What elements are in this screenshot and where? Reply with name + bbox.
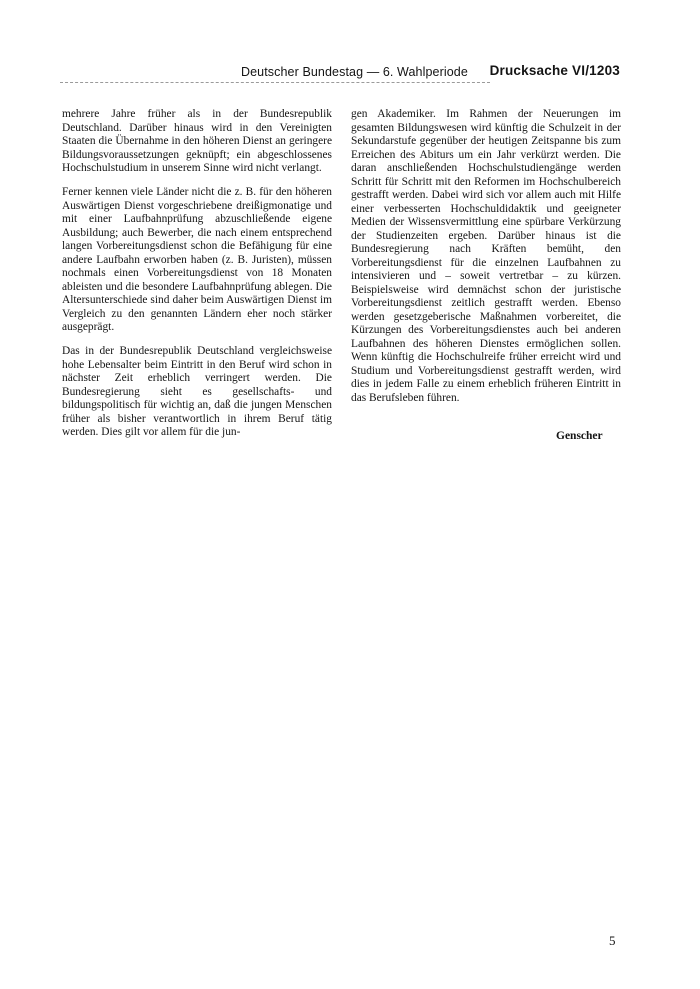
left-column [62,108,332,450]
page-header [60,64,626,84]
signature: Genscher [556,430,603,442]
page-number: 5 [609,933,616,948]
paragraph: mehrere Jahre früher als in der Bundesrepublik Deutschland. Darüber hinaus wird in den Vereinigten Staaten die Übernahme in den höheren Dienst an geringere Bildungsvoraussetzungen geknüpft; ein abgeschlossenes Hochschulstudium in unserem Sinne wird nicht verlangt. [62,108,332,174]
header-title: Deutscher Bundestag — 6. Wahlperiode [241,65,468,79]
paragraph: Ferner kennen viele Länder nicht die z. B. für den höheren Auswärtigen Dienst vorgeschriebene dreißigmonatige und mit einer Laufbahnprüfung abzuschließende eigene Ausbildung; auch Bewerber, die nach einem entsprechend langen Vorbereitungsdienst schon die Befähigung für eine andere Laufbahn erworben haben (z. B. Juristen), müssen nochmals einen Vorbereitungsdienst von 18 Monaten ableisten und die besondere Laufbahnprüfung ablegen. Die Altersunterschiede sind daher beim Auswärtigen Dienst im Vergleich zu den genannten Ländern eher noch stärker ausgeprägt. [62,186,332,333]
header-rule [60,82,490,84]
paragraph: gen Akademiker. Im Rahmen der Neuerungen im gesamten Bildungswesen wird künftig die Schulzeit in der Sekundarstufe gegenüber der heutigen Zeitspanne bis zum Erreichen des Abiturs um ein Jahr verkürzt werden. Die daran anschließenden Hochschulstudiengänge werden Schritt für Schritt mit den Reformen im Hochschulbereich gestrafft werden. Dabei wird sich vor allem auch mit Hilfe einer verbesserten Hochschuldidaktik und geeigneter Medien der Wissensvermittlung eine spürbare Verkürzung der Studienzeiten ergeben. Darüber hinaus ist die Bundesregierung nach Kräften bemüht, den Vorbereitungsdienst für die einzelnen Laufbahnen zu intensivieren und – soweit vertretbar – zu kürzen. Beispielsweise wird demnächst schon der juristische Vorbereitungsdienst zeitlich gestrafft werden. Ebenso werden gesetzgeberische Maßnahmen vorbereitet, die Kürzungen des Vorbereitungsdienstes auch bei anderen Laufbahnen des höheren Dienstes ermöglichen sollen. Wenn künftig die Hochschulreife früher erreicht wird und Studium und Vorbereitungsdienst gestrafft werden, wird dies in jedem Falle zu einem erheblich früheren Eintritt in das Berufsleben führen. [351,108,621,404]
document-number: Drucksache VI/1203 [489,63,620,78]
right-column [351,108,621,416]
paragraph: Das in der Bundesrepublik Deutschland vergleichsweise hohe Lebensalter beim Eintritt in den Beruf wird schon in nächster Zeit erheblich verringert werden. Die Bundesregierung sieht es gesellschafts- und bildungspolitisch für wichtig an, daß die jungen Menschen früher als bisher verantwortlich in ihrem Beruf tätig werden. Dies gilt vor allem für die jun- [62,345,332,438]
